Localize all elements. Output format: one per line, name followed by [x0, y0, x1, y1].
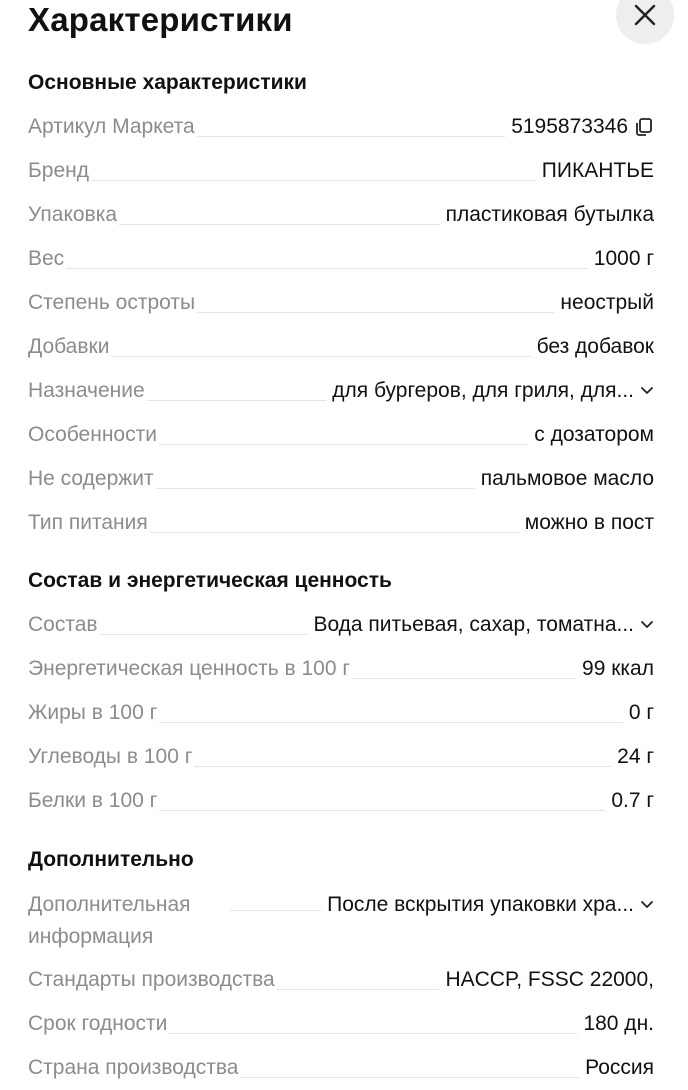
spec-value-expandable[interactable]	[327, 892, 654, 918]
leader-line	[197, 136, 506, 137]
leader-line	[100, 634, 308, 635]
spec-row-spiciness	[28, 288, 654, 316]
spec-label: Дополнительная информация	[28, 893, 191, 948]
spec-row-protein	[28, 786, 654, 814]
spec-value-text: для бургеров, для гриля, для...	[332, 379, 634, 402]
spec-value: 0.7 г	[611, 789, 654, 812]
leader-line	[352, 678, 576, 679]
spec-row-purpose[interactable]	[28, 376, 654, 404]
spec-label: Упаковка	[28, 203, 118, 226]
spec-row-country	[28, 1053, 654, 1081]
spec-label: Вес	[28, 247, 65, 270]
spec-label: Страна производства	[28, 1056, 239, 1079]
leader-line	[240, 1077, 579, 1078]
chevron-down-icon[interactable]	[640, 900, 654, 910]
section-title-additional: Дополнительно	[28, 848, 194, 871]
spec-value: неострый	[560, 291, 654, 314]
spec-row-composition[interactable]	[28, 610, 654, 638]
spec-label: Стандарты производства	[28, 968, 275, 991]
spec-label: Не содержит	[28, 467, 154, 490]
spec-value: пальмовое масло	[480, 467, 654, 490]
spec-label: Белки в 100 г	[28, 789, 158, 812]
spec-row-article	[28, 112, 654, 140]
spec-row-standards	[28, 965, 654, 993]
spec-label: Срок годности	[28, 1012, 168, 1035]
leader-line	[159, 722, 623, 723]
leader-line	[169, 1033, 577, 1034]
spec-label: Углеводы в 100 г	[28, 745, 193, 768]
leader-line	[111, 356, 530, 357]
article-number: 5195873346	[511, 115, 628, 138]
spec-row-energy	[28, 654, 654, 682]
leader-line	[194, 766, 611, 767]
chevron-down-icon[interactable]	[640, 620, 654, 630]
close-icon	[633, 3, 657, 27]
spec-label: Энергетическая ценность в 100 г	[28, 657, 350, 680]
spec-value: можно в пост	[524, 511, 654, 534]
spec-value-text: После вскрытия упаковки хра...	[327, 893, 634, 916]
spec-row-features	[28, 420, 654, 448]
spec-label: Артикул Маркета	[28, 115, 195, 138]
spec-value: 24 г	[617, 745, 654, 768]
spec-row-shelf-life	[28, 1009, 654, 1037]
spec-row-free-of	[28, 464, 654, 492]
leader-line	[150, 532, 519, 533]
spec-row-carbs	[28, 742, 654, 770]
spec-value: 0 г	[628, 701, 654, 724]
spec-label: Особенности	[28, 423, 157, 446]
chevron-down-icon[interactable]	[640, 386, 654, 396]
spec-value: 99 ккал	[582, 657, 654, 680]
spec-value: 180 дн.	[583, 1012, 654, 1035]
leader-line	[91, 180, 536, 181]
spec-value: Россия	[585, 1056, 654, 1079]
leader-line	[159, 810, 605, 811]
spec-label: Тип питания	[28, 511, 148, 534]
spec-value-expandable[interactable]	[313, 612, 654, 638]
spec-row-extra-info[interactable]	[28, 889, 654, 949]
spec-label: Добавки	[28, 335, 110, 358]
leader-line	[230, 910, 321, 911]
spec-row-brand	[28, 156, 654, 184]
spec-value-text: Вода питьевая, сахар, томатна...	[313, 613, 634, 636]
spec-value: HACCP, FSSC 22000,	[445, 968, 654, 991]
spec-label: Назначение	[28, 379, 145, 402]
spec-value-expandable[interactable]	[332, 378, 654, 404]
leader-line	[119, 224, 440, 225]
spec-value	[511, 114, 654, 140]
spec-value: 1000 г	[593, 247, 654, 270]
leader-line	[66, 268, 588, 269]
leader-line	[277, 989, 440, 990]
spec-row-fat	[28, 698, 654, 726]
section-title-main: Основные характеристики	[28, 71, 307, 94]
section-title-composition: Состав и энергетическая ценность	[28, 569, 392, 592]
spec-label: Состав	[28, 613, 98, 636]
leader-line	[156, 488, 475, 489]
spec-row-weight	[28, 244, 654, 272]
spec-value: пластиковая бутылка	[445, 203, 654, 226]
spec-label: Бренд	[28, 159, 89, 182]
spec-value: с дозатором	[534, 423, 654, 446]
leader-line	[159, 444, 528, 445]
spec-value: ПИКАНТЬЕ	[541, 159, 654, 182]
spec-row-diet	[28, 508, 654, 536]
close-button[interactable]	[616, 0, 674, 44]
spec-row-additives	[28, 332, 654, 360]
leader-line	[147, 400, 327, 401]
spec-value: без добавок	[536, 335, 654, 358]
page-title: Характеристики	[28, 1, 293, 38]
leader-line	[197, 312, 554, 313]
spec-label: Жиры в 100 г	[28, 701, 158, 724]
copy-icon[interactable]	[634, 117, 654, 137]
spec-row-package	[28, 200, 654, 228]
spec-label: Степень остроты	[28, 291, 196, 314]
